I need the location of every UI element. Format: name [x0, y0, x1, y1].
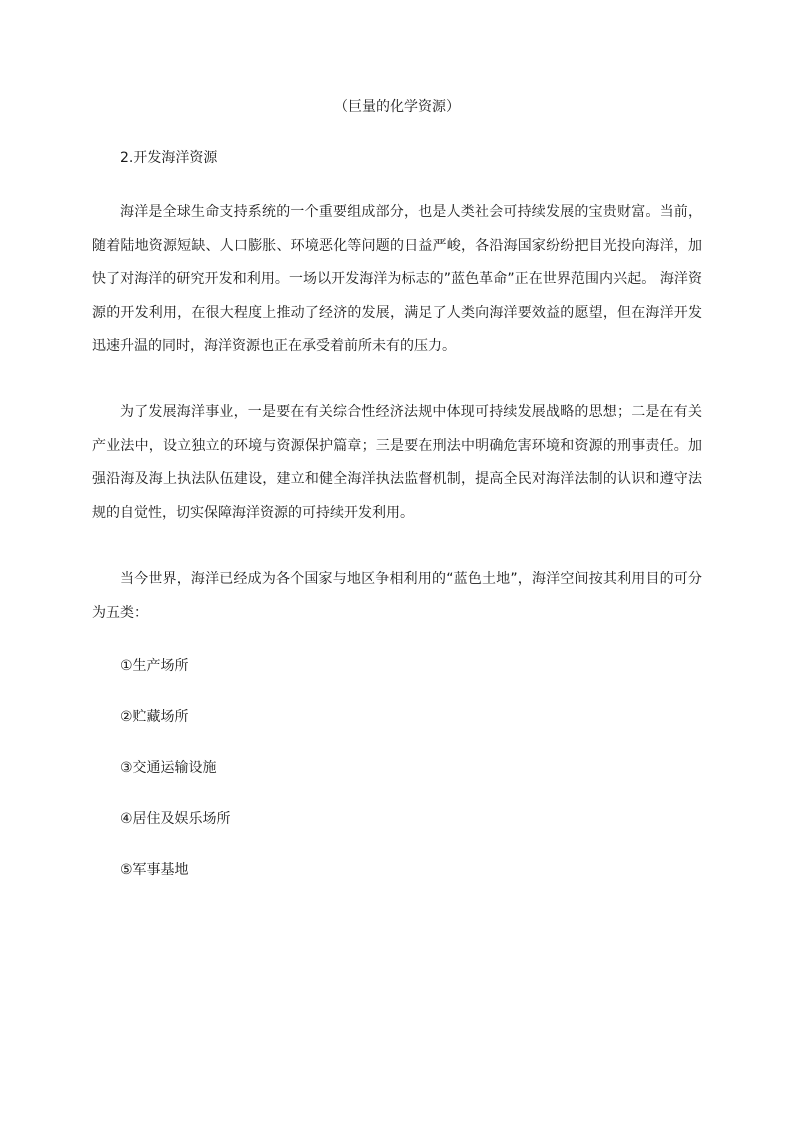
section-heading: 2.开发海洋资源 [120, 150, 218, 166]
list-item: ③交通运输设施 [120, 760, 217, 776]
document-subtitle: （巨量的化学资源） [334, 99, 460, 115]
ocean-space-use-list [120, 651, 231, 906]
list-item: ⑤军事基地 [120, 862, 189, 878]
paragraph-ocean-importance: 海洋是全球生命支持系统的一个重要组成部分，也是人类社会可持续发展的宝贵财富。当前，随着陆地资源短缺、人口膨胀、环境恶化等问题的日益严峻，各沿海国家纷纷把目光投向海洋，加快了对海洋的研究开发和利用。一场以开发海洋为标志的”蓝色革命”正在世界范围内兴起。 海洋资源的开发利用，在很大程度上推动了经济的发展，满足了人类向海洋要效益的愿望，但在海洋开发迅速升温的同时，海洋资源也正在承受着前所未有的压力。 [92, 204, 702, 354]
list-item: ④居住及娱乐场所 [120, 811, 231, 827]
list-item: ①生产场所 [120, 658, 189, 674]
paragraph-ocean-space-uses: 当今世界，海洋已经成为各个国家与地区争相利用的“蓝色土地”，海洋空间按其利用目的可分为五类： [92, 571, 702, 621]
list-item: ②贮藏场所 [120, 709, 189, 725]
paragraph-ocean-law: 为了发展海洋事业，一是要在有关综合性经济法规中体现可持续发展战略的思想；二是在有关产业法中，设立独立的环境与资源保护篇章；三是要在刑法中明确危害环境和资源的刑事责任。加强沿海及海上执法队伍建设，建立和健全海洋执法监督机制，提高全民对海洋法制的认识和遵守法规的自觉性，切实保障海洋资源的可持续开发利用。 [92, 404, 702, 521]
